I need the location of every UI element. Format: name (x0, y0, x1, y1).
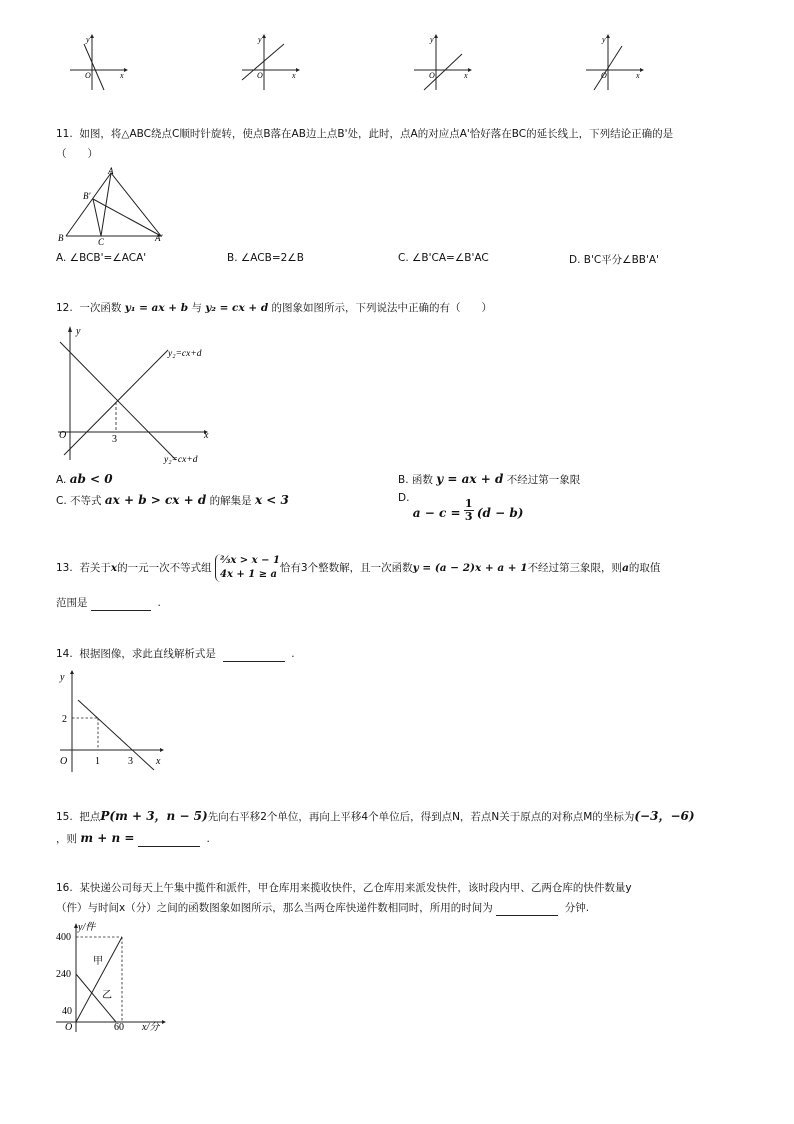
q12-line-top-label: y₂=cx+d (168, 349, 202, 359)
q12-option-d-rhs: (d − b) (476, 505, 524, 520)
q16-x-label: x/分 (142, 1022, 160, 1033)
q12-option-d[interactable] (398, 492, 523, 522)
q12-option-a[interactable] (56, 472, 113, 486)
q14-origin-label: O (60, 756, 68, 767)
q12-option-c-math1: ax + b > cx + d (104, 493, 207, 507)
q12-option-c-prefix: C. 不等式 (56, 495, 102, 507)
label-A-prime: A' (155, 233, 163, 243)
q16-line2 (56, 900, 589, 916)
axis-x-label: x (636, 71, 640, 80)
q12-option-b-math: y = ax + d (436, 472, 504, 486)
q12-text-mid: 与 (191, 302, 202, 314)
q11-text: 如图，将△ABC绕点C顺时针旋转，使点B落在AB边上点B'处，此时，点A的对应点A'恰好落在BC的延长线上，下列结论正确的是 (79, 128, 674, 140)
q12-option-d-lhs: a − c = (412, 505, 461, 520)
q13-inequality-2: 4x + 1 ≥ a (220, 569, 278, 580)
q12-option-b-suffix: 不经过第一象限 (506, 474, 581, 486)
q14-period: . (291, 648, 295, 660)
q12-stem (56, 300, 492, 316)
q14-number: 14. (56, 648, 73, 660)
q12-option-a-prefix: A. (56, 474, 67, 486)
q11-option-c[interactable]: C. ∠B'CA=∠B'AC (398, 252, 489, 264)
q13-number: 13. (56, 562, 73, 574)
graph-option-b (234, 32, 304, 92)
q12-text-post: 的图象如图所示，下列说法中正确的有（ ） (271, 302, 493, 314)
q12-origin-label: O (59, 430, 67, 441)
q13-period: . (157, 597, 161, 609)
q16-text-line1: 某快递公司每天上午集中揽件和派件，甲仓库用来揽收快件，乙仓库用来派发快件，该时段内甲、乙两仓库的快件数量y (79, 882, 632, 894)
q12-text-pre: 一次函数 (79, 302, 122, 314)
fraction-numerator: 1 (464, 497, 473, 510)
q13-answer-blank[interactable] (91, 598, 151, 611)
q11-option-a[interactable]: A. ∠BCB'=∠ACA' (56, 252, 147, 264)
q15-answer-blank[interactable] (138, 834, 200, 847)
q15-text-mid: 先向右平移2个单位，再向上平移4个单位后，得到点N，若点N关于原点的对称点M的坐标为 (207, 811, 635, 823)
q13-inequality-system (215, 554, 280, 582)
q14-text: 根据图像，求此直线解析式是 (79, 648, 216, 660)
axis-x-label: x (464, 71, 468, 80)
label-B: B (58, 233, 64, 243)
q14-x-label: x (156, 756, 161, 767)
q12-y1: y₁ = ax + b (124, 302, 189, 314)
axis-x-label: x (120, 71, 124, 80)
q16-tick-400: 400 (56, 932, 71, 943)
q13-var-x: x (110, 562, 118, 574)
q16-text-line2: （件）与时间x（分）之间的函数图象如图所示，那么当两仓库快递件数相同时，所用的时间为 (56, 902, 493, 914)
axis-y-label: y (430, 35, 434, 44)
q14-tick-2: 2 (62, 714, 67, 725)
origin-label: O (257, 71, 263, 80)
q12-option-a-math: ab < 0 (69, 472, 113, 486)
q12-figure (56, 320, 226, 470)
q16-origin-label: O (65, 1022, 73, 1033)
q16-number: 16. (56, 882, 73, 894)
q16-tick-40: 40 (62, 1006, 72, 1017)
q15-text-pre: 把点 (79, 811, 101, 823)
q12-option-d-prefix: D. (398, 492, 410, 504)
axis-y-label: y (86, 35, 90, 44)
q13-function: y = (a − 2)x + a + 1 (412, 562, 528, 574)
graph-option-c (406, 32, 476, 92)
q15-expression: m + n = (80, 831, 135, 845)
q12-number: 12. (56, 302, 73, 314)
q15-point-p: P(m + 3，n − 5) (100, 809, 208, 823)
q13-text-mid2: 恰有3个整数解，且一次函数 (279, 562, 413, 574)
q12-option-b-prefix: B. 函数 (398, 474, 433, 486)
q13-text-pre: 若关于 (79, 562, 111, 574)
label-B-prime: B' (83, 191, 91, 201)
q13-range-label: 范围是 (56, 597, 88, 609)
q11-figure (56, 166, 176, 246)
q12-y2: y₂ = cx + d (205, 302, 269, 314)
q13-line2 (56, 595, 161, 611)
q15-stem (56, 808, 746, 825)
q14-tick-3: 3 (128, 756, 133, 767)
label-C: C (98, 237, 105, 247)
q15-number: 15. (56, 811, 73, 823)
q16-series-yi-label: 乙 (102, 990, 112, 1001)
q16-y-label: y/件 (78, 922, 96, 933)
q16-tick-60: 60 (114, 1022, 124, 1033)
graph-option-d (578, 32, 648, 92)
q12-x-label: x (204, 430, 209, 441)
q12-tick-3: 3 (112, 434, 117, 445)
q11-number: 11. (56, 128, 73, 140)
origin-label: O (601, 71, 607, 80)
q16-text-line2-post: 分钟. (564, 902, 590, 914)
q16-tick-240: 240 (56, 969, 71, 980)
q12-option-c-math2: x < 3 (254, 493, 289, 507)
q14-y-label: y (60, 672, 65, 683)
axis-y-label: y (602, 35, 606, 44)
q16-stem (56, 880, 746, 896)
q11-option-d[interactable]: D. B'C平分∠BB'A' (569, 254, 659, 266)
origin-label: O (429, 71, 435, 80)
q12-option-b[interactable] (398, 472, 580, 487)
q14-answer-blank[interactable] (223, 649, 285, 662)
q15-coordinate: (−3，−6) (634, 809, 695, 823)
q13-text-mid1: 的一元一次不等式组 (117, 562, 212, 574)
q12-option-c[interactable] (56, 493, 289, 508)
q11-option-b[interactable]: B. ∠ACB=2∠B (227, 252, 304, 264)
graph-option-a (62, 32, 132, 92)
origin-label: O (85, 71, 91, 80)
q16-figure (56, 922, 176, 1032)
q13-inequality-1: ⅔x > x − 1 (220, 555, 280, 566)
q14-figure (56, 668, 176, 778)
q15-line2 (56, 830, 210, 847)
q14-tick-1: 1 (95, 756, 100, 767)
q11-paren: （ ） (56, 148, 98, 160)
q13-var-a: a (622, 562, 629, 574)
q12-option-d-fraction (464, 498, 474, 523)
q13-text-post: 的取值 (628, 562, 661, 574)
fraction-denominator: 3 (464, 510, 473, 523)
q13-stem (56, 554, 746, 582)
q12-line-bottom-label: y₂=cx+d (164, 455, 198, 465)
q16-answer-blank[interactable] (496, 903, 558, 916)
axis-y-label: y (258, 35, 262, 44)
q14-stem (56, 646, 295, 662)
q12-y-label: y (76, 326, 81, 337)
q11-stem (56, 126, 746, 142)
q12-option-c-mid: 的解集是 (209, 495, 252, 507)
q15-text-line2: ，则 (56, 833, 77, 845)
label-A: A (108, 166, 114, 176)
axis-x-label: x (292, 71, 296, 80)
q15-period: . (206, 833, 210, 845)
q13-text-mid3: 不经过第三象限，则 (527, 562, 623, 574)
q16-series-jia-label: 甲 (93, 956, 103, 967)
